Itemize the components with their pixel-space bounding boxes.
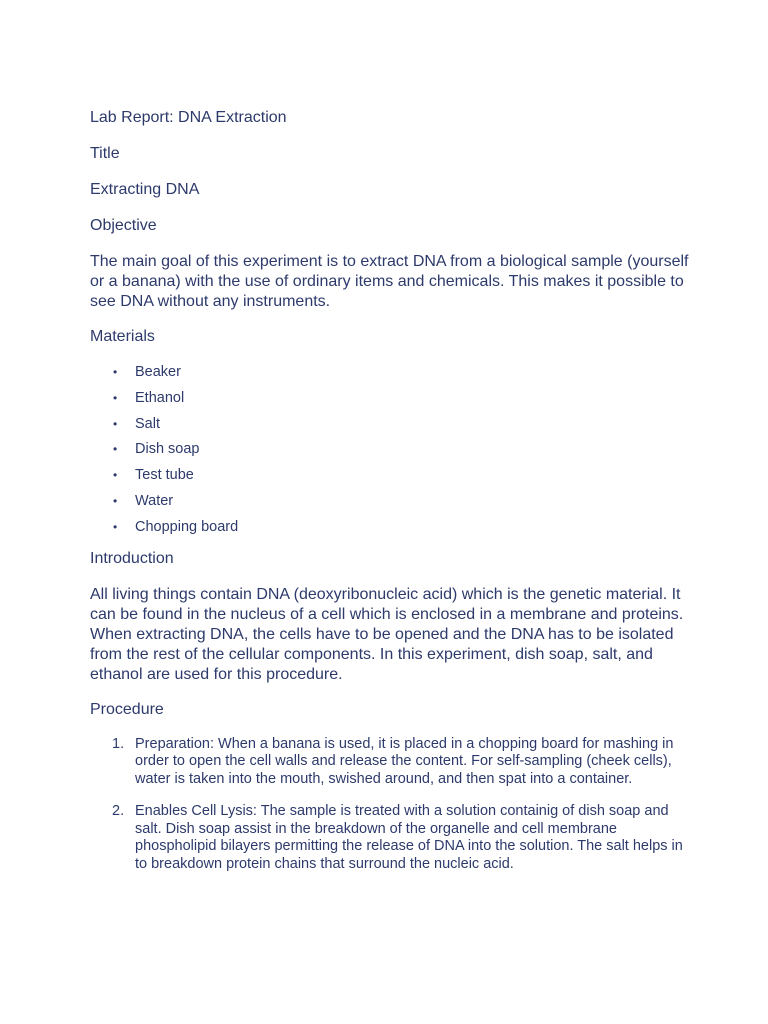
list-item [90, 466, 690, 484]
bullet-icon: • [113, 519, 118, 534]
procedure-list [90, 736, 690, 874]
list-item [90, 363, 690, 381]
procedure-step [90, 736, 690, 789]
bullet-icon: • [113, 416, 118, 431]
list-item [90, 389, 690, 407]
material-item-label: Test tube [135, 467, 194, 484]
procedure-step [90, 803, 690, 873]
section-heading-introduction: Introduction [90, 549, 174, 567]
list-item [90, 415, 690, 433]
bullet-icon: • [113, 442, 118, 457]
material-item-label: Water [135, 492, 174, 509]
step-text: Enables Cell Lysis: The sample is treated with a solution containig of dish soap and salt. Dish soap assist in the breakdown of the organelle and cell membrane phospholipid bilayers permitting the release of DNA into the solution. The salt helps in to breakdown protein chains that surround the nucleic acid. [135, 803, 683, 872]
introduction-paragraph: All living things contain DNA (deoxyribonucleic acid) which is the genetic material. It can be found in the nucleus of a cell which is enclosed in a membrane and proteins. When extracting DNA, the cells have to be opened and the DNA has to be isolated from the rest of the cellular components. In this experiment, dish soap, salt, and ethanol are used for this procedure. [90, 585, 684, 683]
objective-paragraph: The main goal of this experiment is to extract DNA from a biological sample (yourself or a banana) with the use of ordinary items and chemicals. This makes it possible to see DNA without any instruments. [90, 253, 689, 310]
list-item [90, 440, 690, 458]
list-item [90, 492, 690, 510]
material-item-label: Dish soap [135, 441, 200, 458]
material-item-label: Ethanol [135, 389, 185, 406]
title-text: Extracting DNA [90, 181, 200, 198]
bullet-icon: • [113, 390, 118, 405]
bullet-icon: • [113, 493, 118, 508]
section-heading-procedure: Procedure [90, 700, 164, 718]
step-number: 1. [112, 735, 125, 752]
document-title: Lab Report: DNA Extraction [90, 109, 287, 126]
section-heading-objective: Objective [90, 217, 157, 234]
step-text: Preparation: When a banana is used, it is placed in a chopping board for mashing in order to open the cell walls and release the content. For self-sampling (cheek cells), water is taken into the mouth, swished around, and then spat into a container. [135, 735, 674, 787]
materials-list [90, 363, 690, 536]
material-item-label: Chopping board [135, 518, 239, 535]
bullet-icon: • [113, 468, 118, 483]
material-item-label: Salt [135, 415, 160, 432]
section-heading-materials: Materials [90, 328, 155, 345]
material-item-label: Beaker [135, 364, 181, 380]
list-item [90, 518, 690, 536]
step-number: 2. [112, 803, 125, 820]
document-body [90, 108, 690, 888]
bullet-icon: • [113, 365, 118, 379]
section-heading-title: Title [90, 145, 120, 162]
